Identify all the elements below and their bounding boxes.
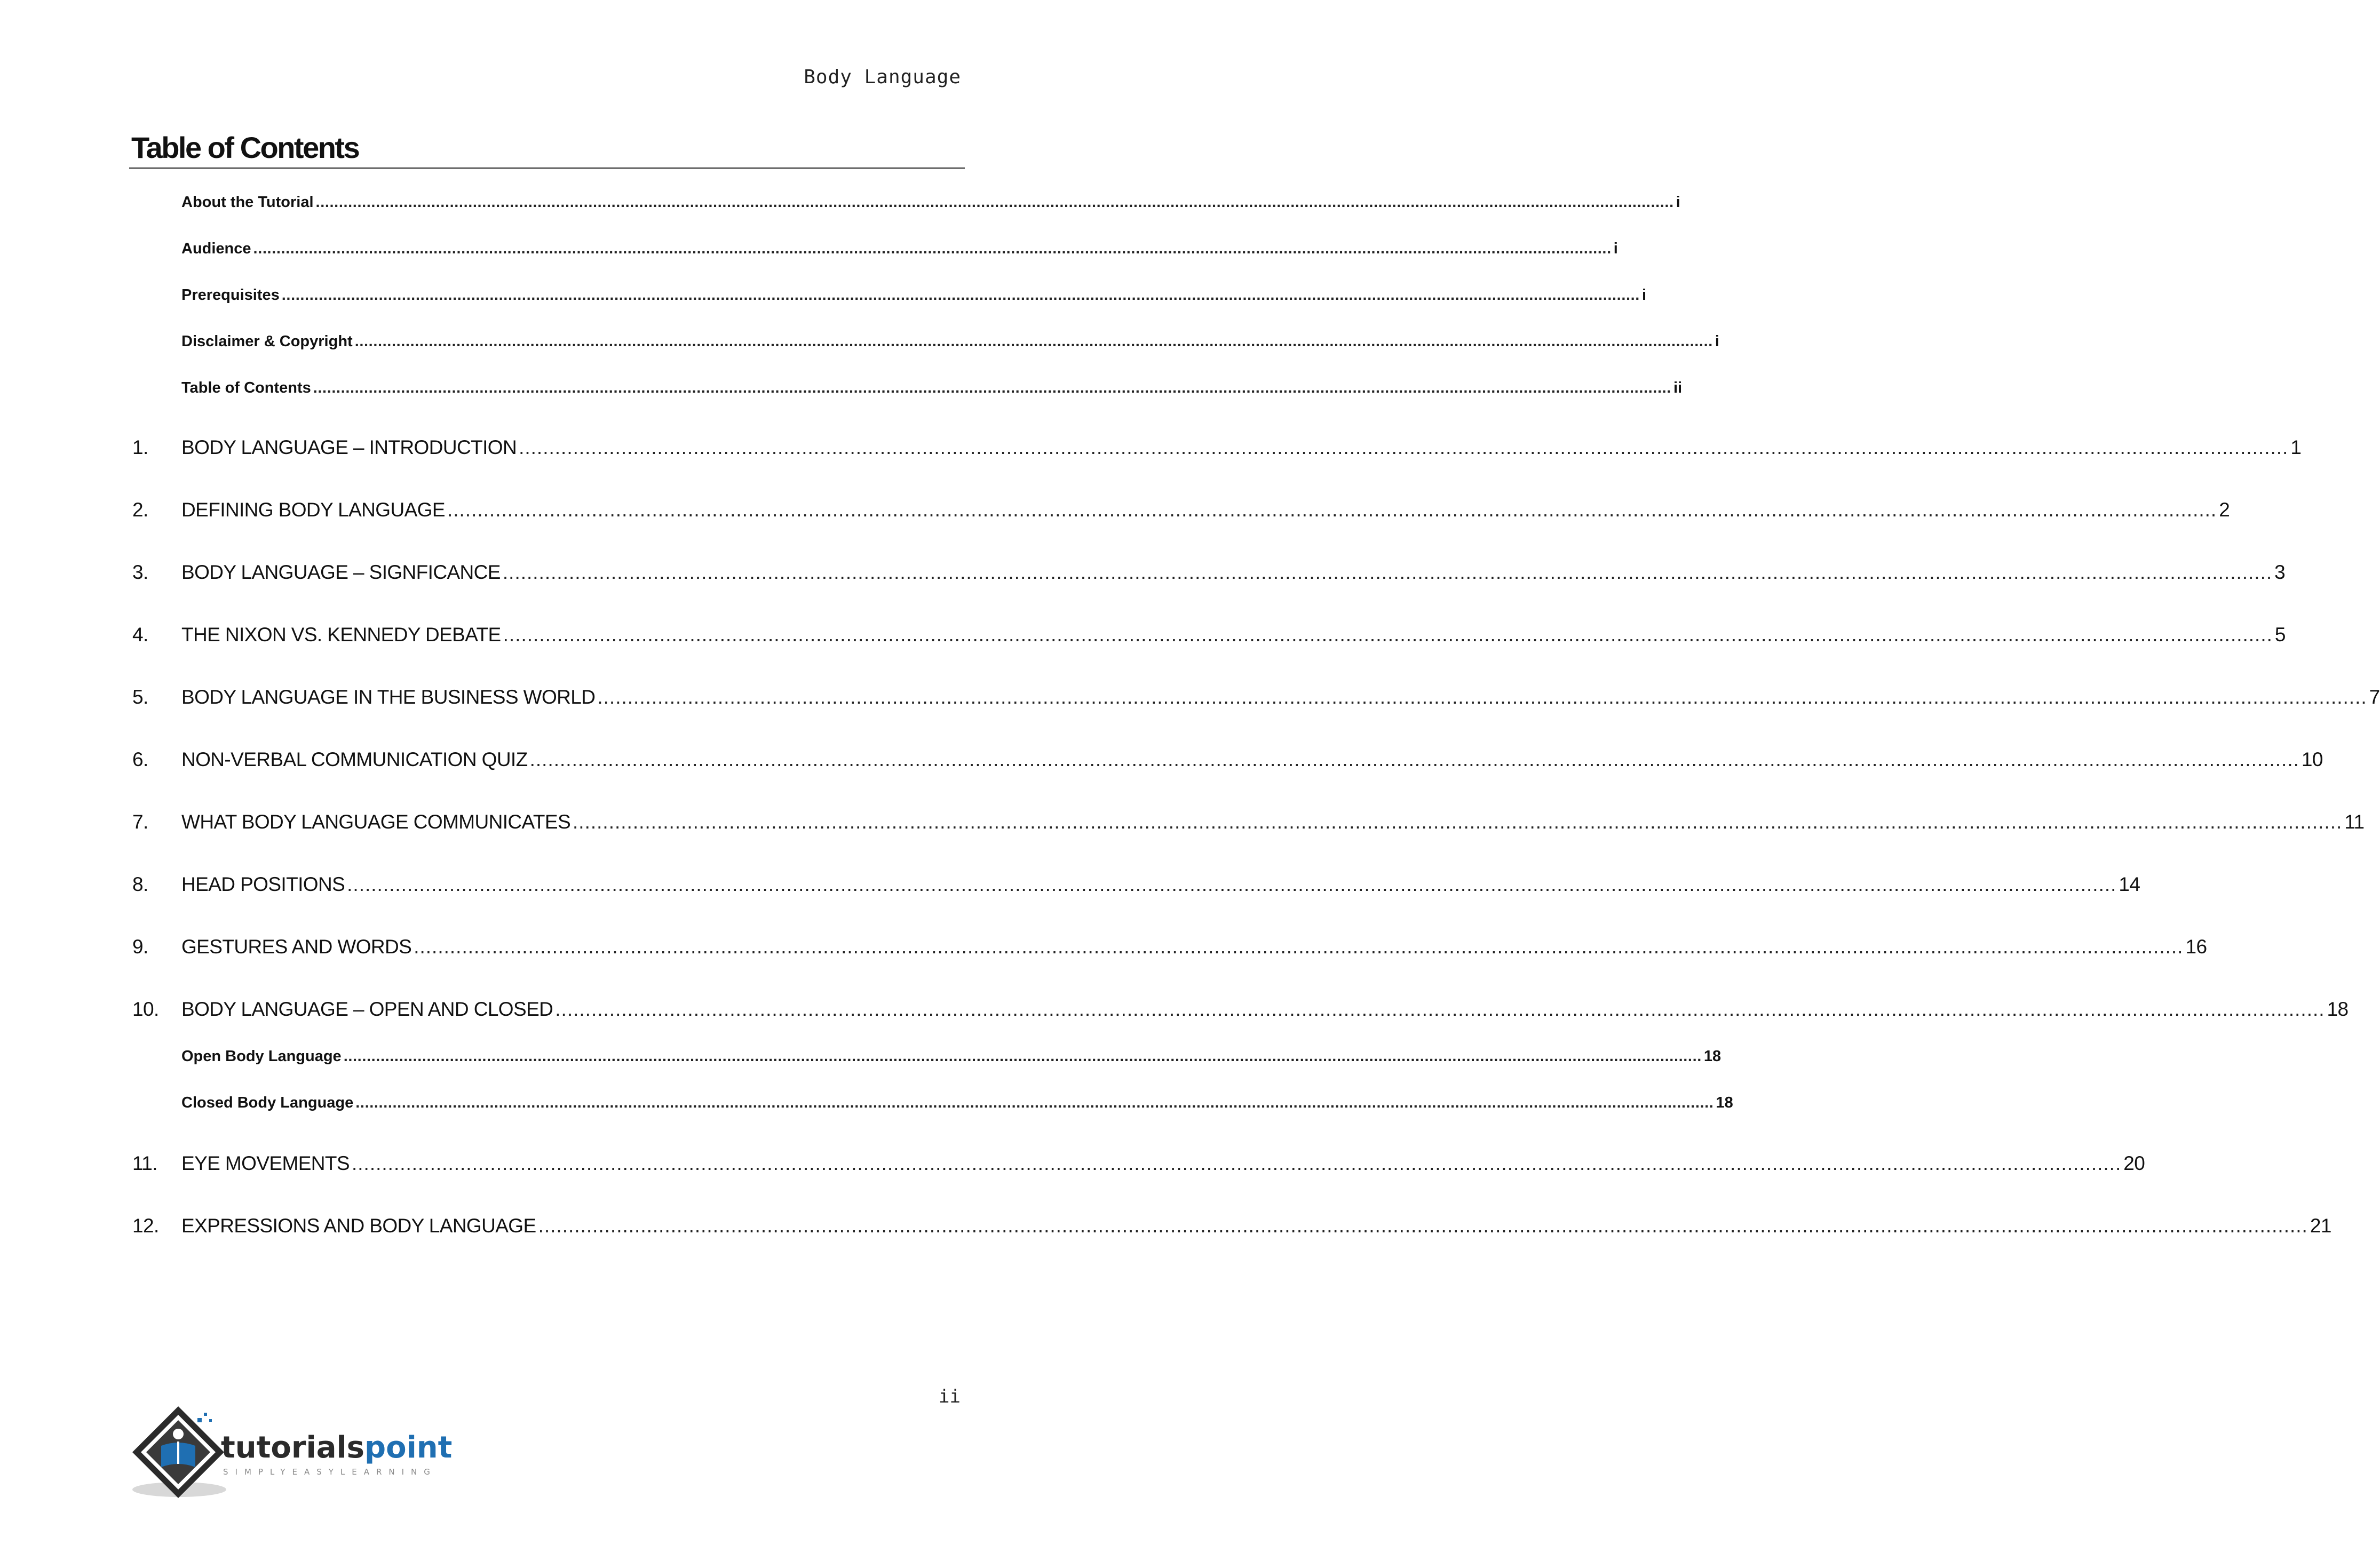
toc-entry-page: 18 xyxy=(1716,1094,1733,1111)
toc-entry-label: Table of Contents xyxy=(181,379,311,396)
toc-entry[interactable] xyxy=(132,624,2286,646)
toc-entry[interactable] xyxy=(181,1094,1733,1112)
toc-entry-label: HEAD POSITIONS xyxy=(181,873,345,895)
tutorialspoint-logo xyxy=(130,1404,453,1500)
toc-entry-label: NON-VERBAL COMMUNICATION QUIZ xyxy=(181,748,528,770)
toc-entry[interactable] xyxy=(181,286,1647,304)
toc-entry-page: i xyxy=(1676,194,1680,211)
page-number: ii xyxy=(939,1386,961,1407)
toc-dot-leader xyxy=(316,194,1674,211)
toc-entry-page: 18 xyxy=(2327,998,2349,1020)
toc-entry[interactable] xyxy=(181,1048,1721,1065)
svg-text:tutorialspoint xyxy=(221,1430,452,1465)
title-divider xyxy=(129,168,965,169)
logo-name-part1: tutorials xyxy=(221,1430,365,1465)
toc-entry-page: 10 xyxy=(2301,748,2323,770)
toc-entry-page: ii xyxy=(1673,379,1683,396)
toc-entry-page: 20 xyxy=(2123,1152,2145,1174)
toc-entry-label: Closed Body Language xyxy=(181,1094,354,1111)
toc-entry-number: 9. xyxy=(132,936,148,958)
toc-entry-number: 3. xyxy=(132,561,148,583)
toc-entry[interactable] xyxy=(132,748,2323,771)
running-header: Body Language xyxy=(804,66,961,88)
toc-entry-label: Prerequisites xyxy=(181,286,280,304)
toc-entry[interactable] xyxy=(132,1152,2145,1175)
toc-entry-label: THE NIXON VS. KENNEDY DEBATE xyxy=(181,624,501,646)
toc-entry-page: i xyxy=(1715,333,1719,350)
toc-dot-leader xyxy=(313,379,1671,397)
page-title: Table of Contents xyxy=(131,131,359,164)
toc-dot-leader xyxy=(447,499,2217,521)
toc-entry-label: GESTURES AND WORDS xyxy=(181,936,412,958)
toc-dot-leader xyxy=(344,1048,1702,1065)
toc-entry-label: Disclaimer & Copyright xyxy=(181,333,353,350)
toc-dot-leader xyxy=(519,436,2288,459)
logo-name-part2: point xyxy=(364,1430,453,1465)
toc-entry[interactable] xyxy=(132,1215,2331,1237)
toc-entry-number: 12. xyxy=(132,1215,159,1237)
toc-entry-label: EYE MOVEMENTS xyxy=(181,1152,350,1174)
toc-dot-leader xyxy=(503,561,2272,584)
toc-entry[interactable] xyxy=(132,436,2302,459)
toc-entry[interactable] xyxy=(132,873,2140,896)
toc-entry-label: About the Tutorial xyxy=(181,194,314,211)
toc-entry[interactable] xyxy=(181,240,1618,258)
toc-dot-leader xyxy=(355,333,1713,351)
toc-entry-number: 8. xyxy=(132,873,148,895)
toc-entry-page: 1 xyxy=(2290,436,2302,458)
toc-entry-label: BODY LANGUAGE – SIGNFICANCE xyxy=(181,561,501,583)
toc-entry[interactable] xyxy=(132,936,2207,958)
toc-entry-number: 7. xyxy=(132,811,148,833)
toc-entry-number: 1. xyxy=(132,436,148,458)
toc-entry-number: 2. xyxy=(132,499,148,521)
toc-entry[interactable] xyxy=(132,811,2365,833)
toc-entry-number: 4. xyxy=(132,624,148,646)
toc-dot-leader xyxy=(530,748,2299,771)
toc-entry-label: WHAT BODY LANGUAGE COMMUNICATES xyxy=(181,811,571,833)
toc-entry[interactable] xyxy=(132,499,2230,521)
toc-dot-leader xyxy=(597,686,2367,708)
toc-entry-page: i xyxy=(1641,286,1647,304)
toc-dot-leader xyxy=(503,624,2273,646)
toc-entry-page: 2 xyxy=(2219,499,2230,521)
toc-dot-leader xyxy=(352,1152,2121,1175)
toc-entry-page: 18 xyxy=(1703,1048,1721,1065)
toc-entry-number: 6. xyxy=(132,748,148,770)
toc-entry[interactable] xyxy=(132,561,2286,584)
toc-entry[interactable] xyxy=(132,998,2349,1021)
toc-dot-leader xyxy=(573,811,2342,833)
toc-dot-leader xyxy=(538,1215,2308,1237)
toc-entry-page: 14 xyxy=(2119,873,2140,895)
toc-dot-leader xyxy=(555,998,2325,1021)
logo-tagline: SIMPLYEASYLEARNING xyxy=(223,1467,437,1477)
toc-entry[interactable] xyxy=(132,686,2380,708)
toc-dot-leader xyxy=(347,873,2116,896)
toc-dot-leader xyxy=(253,240,1612,258)
toc-entry-page: 3 xyxy=(2274,561,2286,583)
toc-dot-leader xyxy=(414,936,2183,958)
toc-entry-page: 21 xyxy=(2310,1215,2331,1237)
toc-entry[interactable] xyxy=(181,379,1683,397)
toc-entry-page: i xyxy=(1613,240,1618,257)
toc-entry-page: 16 xyxy=(2185,936,2207,958)
toc-entry-number: 5. xyxy=(132,686,148,708)
toc-entry-label: BODY LANGUAGE – INTRODUCTION xyxy=(181,436,517,458)
toc-entry-label: BODY LANGUAGE IN THE BUSINESS WORLD xyxy=(181,686,596,708)
toc-entry-page: 5 xyxy=(2274,624,2286,646)
toc-entry[interactable] xyxy=(181,333,1719,351)
toc-entry-label: Open Body Language xyxy=(181,1048,342,1065)
toc-dot-leader xyxy=(355,1094,1713,1112)
toc-entry-label: BODY LANGUAGE – OPEN AND CLOSED xyxy=(181,998,553,1020)
toc-entry-number: 10. xyxy=(132,998,159,1020)
toc-entry-number: 11. xyxy=(132,1152,157,1174)
toc-entry-label: DEFINING BODY LANGUAGE xyxy=(181,499,445,521)
toc-entry-page: 7 xyxy=(2369,686,2380,708)
toc-entry-label: EXPRESSIONS AND BODY LANGUAGE xyxy=(181,1215,536,1237)
toc-entry-label: Audience xyxy=(181,240,251,257)
toc-dot-leader xyxy=(282,286,1640,304)
toc-entry-page: 11 xyxy=(2344,811,2365,833)
toc-entry[interactable] xyxy=(181,194,1680,211)
